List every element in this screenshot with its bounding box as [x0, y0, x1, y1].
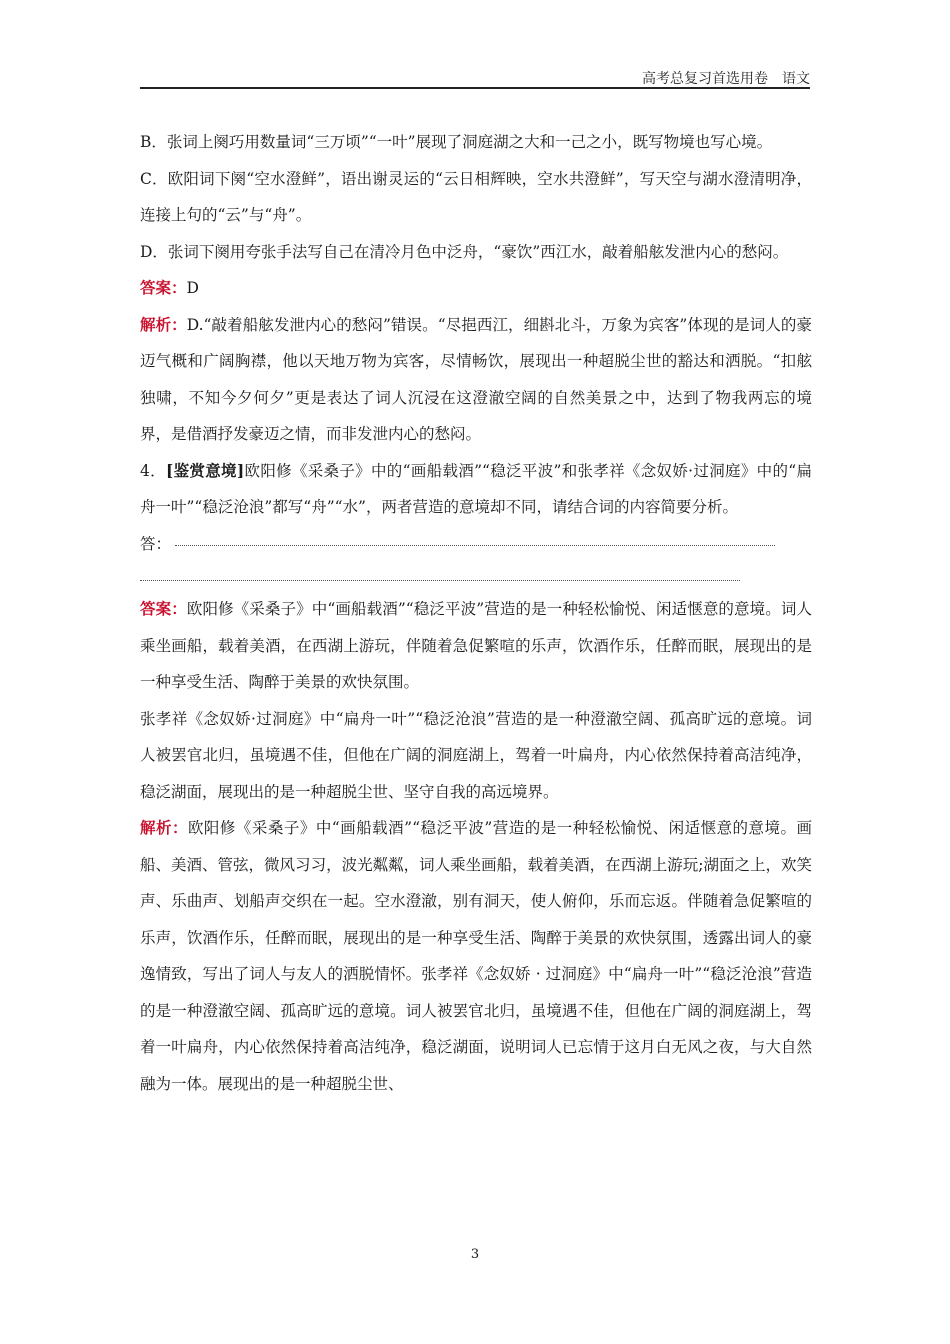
analysis-text: 欧阳修《采桑子》中“画船载酒”“稳泛平波”营造的是一种轻松愉悦、闲适惬意的意境。画船、美酒、管弦，微风习习，波光粼粼，词人乘坐画船，载着美酒，在西湖上游玩;湖面之上，欢笑声、乐曲声、划船声交织在一起。空水澄澈，别有洞天，使人俯仰，乐而忘返。伴随着急促繁喧的乐声，饮酒作乐，任醉而眠，展现出的是一种享受生活、陶醉于美景的欢快氛围，透露出词人的豪逸情致，写出了词人与友人的洒脱情怀。张孝祥《念奴娇 · 过洞庭》中“扁舟一叶”“稳泛沧浪”营造的是一种澄澈空阔、孤高旷远的意境。词人被罢官北归，虽境遇不佳，但他在广阔的洞庭湖上，驾着一叶扁舟，内心依然保持着高洁纯净，稳泛湖面，说明词人已忘情于这月白无风之夜，与大自然融为一体。展现出的是一种超脱尘世、 — [140, 819, 812, 1093]
analysis-label: 解析： — [140, 818, 188, 837]
answer-label: 答案： — [140, 278, 187, 297]
option-c: C．欧阳词下阕“空水澄鲜”，语出谢灵运的“云日相辉映，空水共澄鲜”，写天空与湖水澄清明净，连接上句的“云”与“舟”。 — [140, 169, 812, 224]
analysis-label: 解析： — [140, 314, 187, 334]
question-text: 欧阳修《采桑子》中的“画船载酒”“稳泛平波”和张孝祥《念奴娇·过洞庭》中的“扁舟一叶”“稳泛沧浪”都写“舟”“水”，两者营造的意境却不同，请结合词的内容简要分析。 — [140, 461, 812, 516]
option-b: B．张词上阕巧用数量词“三万顷”“一叶”展现了洞庭湖之大和一己之小，既写物境也写心境。 — [140, 133, 773, 151]
reply-row — [140, 526, 812, 563]
q4-answer-2: 张孝祥《念奴娇·过洞庭》中“扁舟一叶”“稳泛沧浪”营造的是一种澄澈空阔、孤高旷远的意境。词人被罢官北归，虽境遇不佳，但他在广阔的洞庭湖上，驾着一叶扁舟，内心依然保持着高洁纯净，稳泛湖面，展现出的是一种超脱尘世、坚守自我的高远境界。 — [140, 709, 812, 801]
q4-analysis — [140, 810, 812, 1102]
option-d: D．张词下阕用夸张手法写自己在清冷月色中泛舟，“豪饮”西江水，敲着船舷发泄内心的愁闷。 — [140, 242, 789, 261]
analysis-text: D.“敲着船舷发泄内心的愁闷”错误。“尽挹西江，细斟北斗，万象为宾客”体现的是词人的豪迈气概和广阔胸襟，他以天地万物为宾客，尽情畅饮，展现出一种超脱尘世的豁达和洒脱。“扣舷独啸，不知今夕何夕”更是表达了词人沉浸在这澄澈空阔的自然美景之中，达到了物我两忘的境界，是借酒抒发豪迈之情，而非发泄内心的愁闷。 — [140, 315, 812, 443]
header-title: 高考总复习首选用卷 语文 — [642, 71, 810, 87]
answer-label: 答案： — [140, 599, 187, 618]
header-rule — [140, 87, 810, 89]
page-content — [140, 124, 812, 1102]
reply-label: 答： — [140, 534, 172, 553]
answer-value: D — [186, 279, 199, 297]
q3-answer — [140, 270, 812, 307]
reply-line[interactable] — [175, 544, 775, 546]
q3-analysis — [140, 307, 812, 453]
reply-line-2[interactable] — [140, 562, 740, 581]
answer-text-1: 欧阳修《采桑子》中“画船载酒”“稳泛平波”营造的是一种轻松愉悦、闲适惬意的意境。词人乘坐画船，载着美酒，在西湖上游玩，伴随着急促繁喧的乐声，饮酒作乐，任醉而眠，展现出的是一种享受生活、陶醉于美景的欢快氛围。 — [140, 600, 812, 691]
q4-answer-1 — [140, 591, 812, 701]
q4-question — [140, 453, 812, 526]
page-number: 3 — [470, 1247, 480, 1262]
question-number: 4． — [140, 461, 166, 480]
question-tag: [鉴赏意境] — [165, 460, 245, 480]
